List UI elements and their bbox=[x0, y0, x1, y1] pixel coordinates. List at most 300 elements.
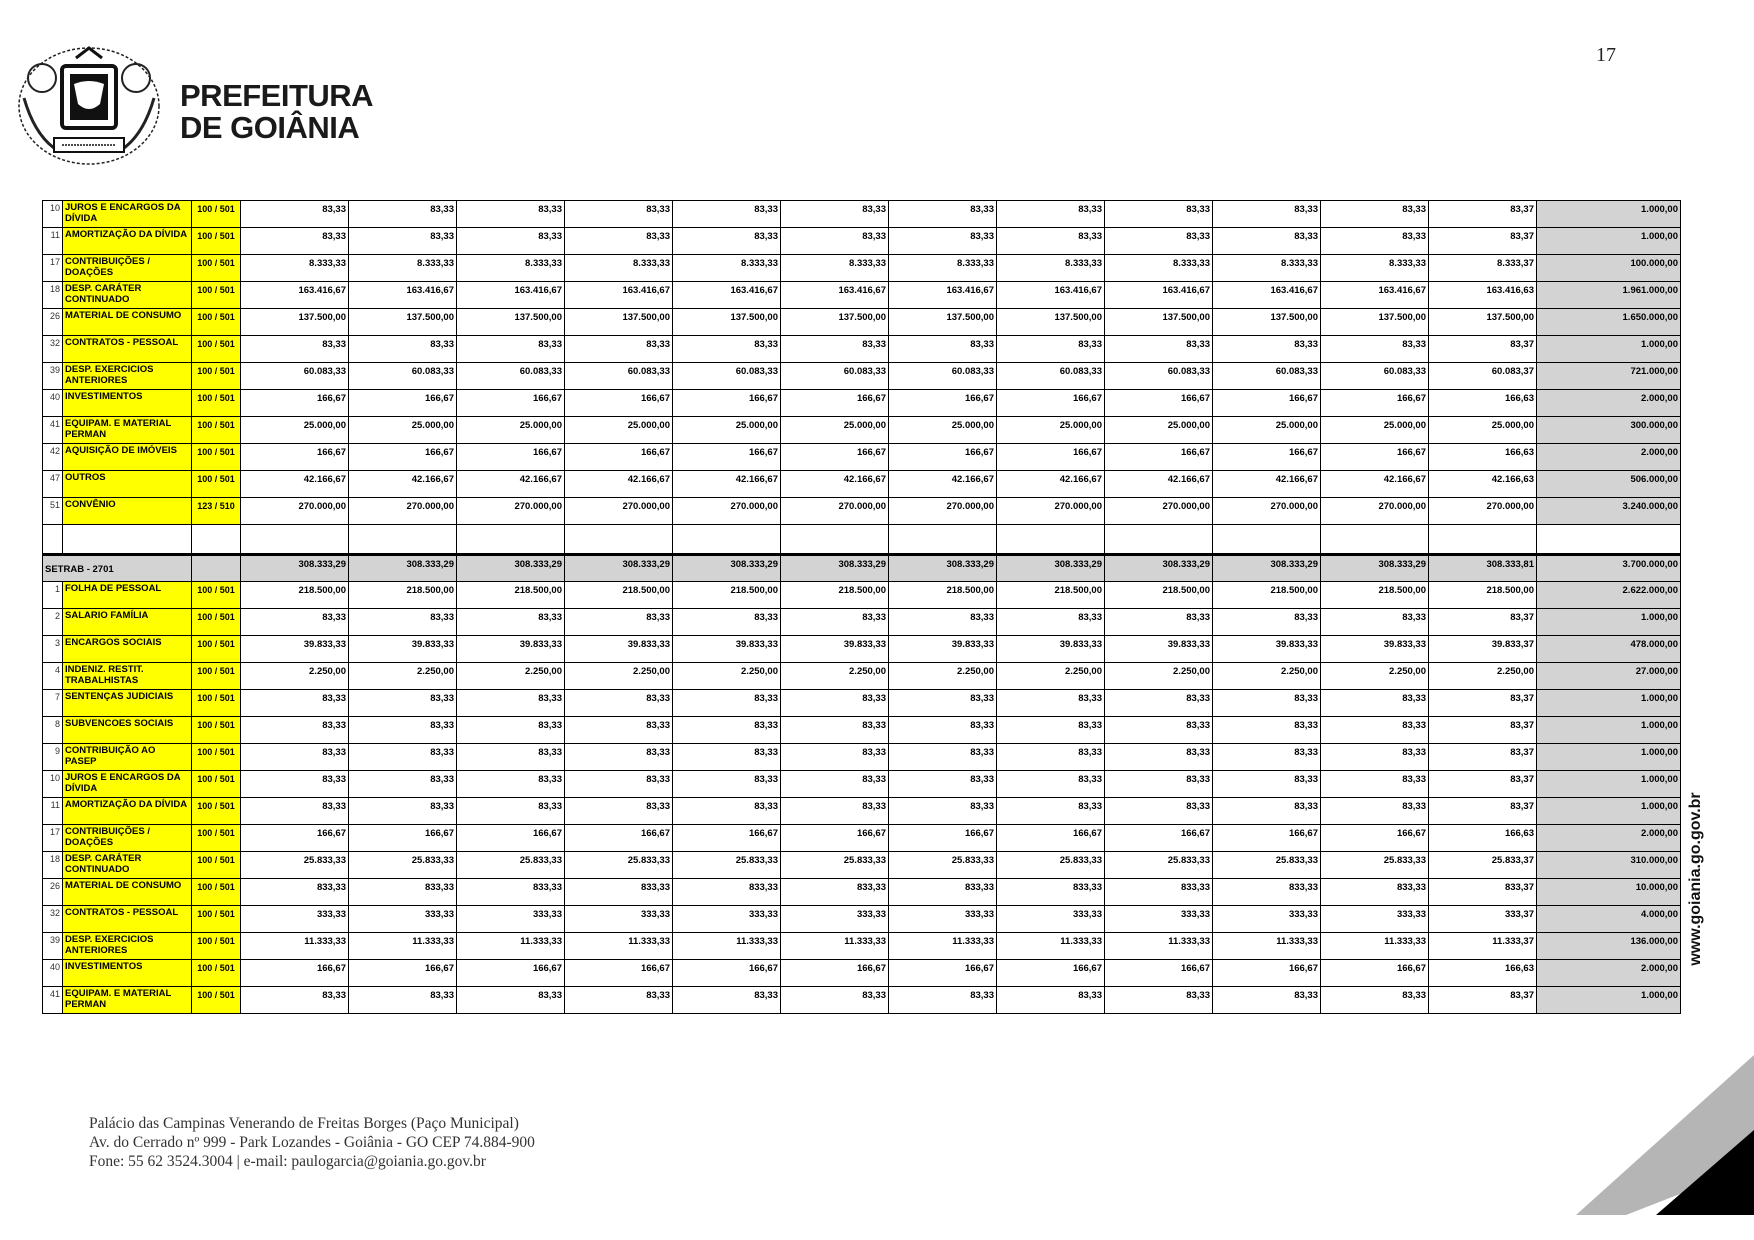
row-label: CONTRIBUIÇÃO AO PASEP bbox=[63, 744, 192, 771]
empty-cell bbox=[781, 525, 889, 555]
row-total: 1.000,00 bbox=[1537, 228, 1681, 255]
row-label: EQUIPAM. E MATERIAL PERMAN bbox=[63, 417, 192, 444]
month-value: 83,37 bbox=[1429, 771, 1537, 798]
month-value: 166,63 bbox=[1429, 444, 1537, 471]
row-code: 11 bbox=[43, 228, 63, 255]
month-value: 270.000,00 bbox=[889, 498, 997, 525]
month-value: 83,33 bbox=[349, 201, 457, 228]
month-value: 166,67 bbox=[565, 960, 673, 987]
month-value: 166,67 bbox=[241, 390, 349, 417]
month-value: 83,33 bbox=[997, 744, 1105, 771]
row-source: 100 / 501 bbox=[192, 636, 241, 663]
month-value: 60.083,37 bbox=[1429, 363, 1537, 390]
table-row bbox=[43, 852, 1681, 879]
month-value: 270.000,00 bbox=[673, 498, 781, 525]
month-value: 8.333,33 bbox=[1213, 255, 1321, 282]
month-value: 83,33 bbox=[997, 771, 1105, 798]
row-label: CONVÊNIO bbox=[63, 498, 192, 525]
month-value: 60.083,33 bbox=[1213, 363, 1321, 390]
month-value: 25.000,00 bbox=[781, 417, 889, 444]
month-value: 833,33 bbox=[1105, 879, 1213, 906]
section-month-value: 308.333,29 bbox=[457, 555, 565, 582]
month-value: 166,67 bbox=[1321, 960, 1429, 987]
month-value: 166,63 bbox=[1429, 960, 1537, 987]
row-total: 1.000,00 bbox=[1537, 336, 1681, 363]
row-total: 1.000,00 bbox=[1537, 717, 1681, 744]
month-value: 60.083,33 bbox=[889, 363, 997, 390]
month-value: 166,67 bbox=[889, 825, 997, 852]
month-value: 218.500,00 bbox=[241, 582, 349, 609]
month-value: 166,67 bbox=[997, 825, 1105, 852]
month-value: 83,33 bbox=[781, 609, 889, 636]
month-value: 218.500,00 bbox=[997, 582, 1105, 609]
row-source: 100 / 501 bbox=[192, 906, 241, 933]
month-value: 166,67 bbox=[1105, 960, 1213, 987]
row-source: 100 / 501 bbox=[192, 201, 241, 228]
empty-cell bbox=[673, 525, 781, 555]
month-value: 83,33 bbox=[1105, 336, 1213, 363]
month-value: 83,33 bbox=[997, 336, 1105, 363]
month-value: 11.333,33 bbox=[1105, 933, 1213, 960]
month-value: 39.833,33 bbox=[241, 636, 349, 663]
month-value: 83,33 bbox=[1213, 609, 1321, 636]
month-value: 166,67 bbox=[349, 960, 457, 987]
table-row bbox=[43, 933, 1681, 960]
month-value: 83,33 bbox=[349, 609, 457, 636]
row-total: 3.240.000,00 bbox=[1537, 498, 1681, 525]
month-value: 83,33 bbox=[889, 336, 997, 363]
month-value: 83,33 bbox=[241, 744, 349, 771]
footer-line-3: Fone: 55 62 3524.3004 | e-mail: paulogarcia@goiania.go.gov.br bbox=[89, 1153, 486, 1170]
row-total: 27.000,00 bbox=[1537, 663, 1681, 690]
month-value: 25.000,00 bbox=[1321, 417, 1429, 444]
month-value: 83,33 bbox=[1213, 201, 1321, 228]
month-value: 83,33 bbox=[457, 798, 565, 825]
row-label: SENTENÇAS JUDICIAIS bbox=[63, 690, 192, 717]
blank-row bbox=[43, 525, 1681, 555]
month-value: 39.833,33 bbox=[889, 636, 997, 663]
row-total: 478.000,00 bbox=[1537, 636, 1681, 663]
row-code: 17 bbox=[43, 255, 63, 282]
month-value: 83,33 bbox=[997, 609, 1105, 636]
row-code: 40 bbox=[43, 390, 63, 417]
month-value: 83,33 bbox=[1321, 690, 1429, 717]
month-value: 25.833,33 bbox=[781, 852, 889, 879]
month-value: 25.833,33 bbox=[1105, 852, 1213, 879]
row-code: 40 bbox=[43, 960, 63, 987]
month-value: 166,67 bbox=[1105, 390, 1213, 417]
row-code: 18 bbox=[43, 852, 63, 879]
month-value: 2.250,00 bbox=[1321, 663, 1429, 690]
month-value: 137.500,00 bbox=[673, 309, 781, 336]
row-label: CONTRATOS - PESSOAL bbox=[63, 336, 192, 363]
month-value: 166,67 bbox=[457, 444, 565, 471]
month-value: 163.416,67 bbox=[781, 282, 889, 309]
row-code: 2 bbox=[43, 609, 63, 636]
crest-icon bbox=[14, 38, 164, 168]
row-source: 100 / 501 bbox=[192, 228, 241, 255]
month-value: 83,33 bbox=[457, 336, 565, 363]
month-value: 8.333,33 bbox=[241, 255, 349, 282]
month-value: 83,33 bbox=[1105, 609, 1213, 636]
month-value: 83,33 bbox=[1105, 744, 1213, 771]
month-value: 83,33 bbox=[241, 717, 349, 744]
month-value: 83,33 bbox=[565, 798, 673, 825]
row-source: 100 / 501 bbox=[192, 609, 241, 636]
row-total: 721.000,00 bbox=[1537, 363, 1681, 390]
month-value: 83,33 bbox=[565, 717, 673, 744]
row-source: 100 / 501 bbox=[192, 798, 241, 825]
row-source: 100 / 501 bbox=[192, 582, 241, 609]
month-value: 83,33 bbox=[673, 201, 781, 228]
month-value: 83,33 bbox=[349, 336, 457, 363]
month-value: 83,33 bbox=[457, 609, 565, 636]
month-value: 83,33 bbox=[565, 744, 673, 771]
month-value: 83,33 bbox=[241, 987, 349, 1014]
month-value: 166,67 bbox=[241, 444, 349, 471]
month-value: 83,33 bbox=[1213, 798, 1321, 825]
month-value: 166,67 bbox=[1213, 825, 1321, 852]
row-total: 506.000,00 bbox=[1537, 471, 1681, 498]
month-value: 137.500,00 bbox=[565, 309, 673, 336]
row-source: 100 / 501 bbox=[192, 690, 241, 717]
month-value: 83,33 bbox=[1105, 771, 1213, 798]
month-value: 11.333,33 bbox=[1321, 933, 1429, 960]
row-total: 2.622.000,00 bbox=[1537, 582, 1681, 609]
row-total: 1.000,00 bbox=[1537, 744, 1681, 771]
month-value: 333,33 bbox=[565, 906, 673, 933]
month-value: 83,37 bbox=[1429, 690, 1537, 717]
row-source: 100 / 501 bbox=[192, 744, 241, 771]
month-value: 333,33 bbox=[997, 906, 1105, 933]
month-value: 11.333,33 bbox=[889, 933, 997, 960]
table-row bbox=[43, 336, 1681, 363]
month-value: 83,33 bbox=[241, 771, 349, 798]
month-value: 83,33 bbox=[1105, 690, 1213, 717]
row-source: 100 / 501 bbox=[192, 879, 241, 906]
month-value: 83,33 bbox=[781, 690, 889, 717]
month-value: 83,37 bbox=[1429, 987, 1537, 1014]
month-value: 333,33 bbox=[349, 906, 457, 933]
month-value: 833,33 bbox=[565, 879, 673, 906]
row-source: 100 / 501 bbox=[192, 771, 241, 798]
month-value: 166,67 bbox=[673, 825, 781, 852]
month-value: 39.833,33 bbox=[1105, 636, 1213, 663]
month-value: 83,37 bbox=[1429, 201, 1537, 228]
row-code: 51 bbox=[43, 498, 63, 525]
row-label: DESP. CARÁTER CONTINUADO bbox=[63, 282, 192, 309]
month-value: 163.416,67 bbox=[349, 282, 457, 309]
month-value: 333,33 bbox=[1213, 906, 1321, 933]
row-total: 2.000,00 bbox=[1537, 444, 1681, 471]
month-value: 39.833,37 bbox=[1429, 636, 1537, 663]
month-value: 83,33 bbox=[673, 771, 781, 798]
month-value: 42.166,67 bbox=[781, 471, 889, 498]
section-month-value: 308.333,29 bbox=[889, 555, 997, 582]
month-value: 166,67 bbox=[349, 390, 457, 417]
month-value: 11.333,33 bbox=[781, 933, 889, 960]
month-value: 83,33 bbox=[889, 228, 997, 255]
row-code: 41 bbox=[43, 987, 63, 1014]
row-label: SUBVENCOES SOCIAIS bbox=[63, 717, 192, 744]
row-label: OUTROS bbox=[63, 471, 192, 498]
month-value: 83,33 bbox=[565, 987, 673, 1014]
month-value: 2.250,00 bbox=[349, 663, 457, 690]
month-value: 83,33 bbox=[349, 690, 457, 717]
row-total: 100.000,00 bbox=[1537, 255, 1681, 282]
month-value: 42.166,67 bbox=[457, 471, 565, 498]
section-month-value: 308.333,29 bbox=[349, 555, 457, 582]
month-value: 270.000,00 bbox=[1105, 498, 1213, 525]
table-row bbox=[43, 390, 1681, 417]
footer-address bbox=[89, 1114, 535, 1171]
row-code: 3 bbox=[43, 636, 63, 663]
section-month-value: 308.333,29 bbox=[1213, 555, 1321, 582]
month-value: 83,33 bbox=[673, 717, 781, 744]
month-value: 83,33 bbox=[241, 609, 349, 636]
month-value: 8.333,33 bbox=[1321, 255, 1429, 282]
month-value: 83,33 bbox=[241, 228, 349, 255]
month-value: 166,67 bbox=[673, 444, 781, 471]
month-value: 333,33 bbox=[241, 906, 349, 933]
table-row bbox=[43, 771, 1681, 798]
month-value: 83,33 bbox=[1213, 744, 1321, 771]
month-value: 137.500,00 bbox=[1213, 309, 1321, 336]
month-value: 833,37 bbox=[1429, 879, 1537, 906]
month-value: 25.000,00 bbox=[457, 417, 565, 444]
row-label: FOLHA DE PESSOAL bbox=[63, 582, 192, 609]
table-row bbox=[43, 417, 1681, 444]
month-value: 333,33 bbox=[457, 906, 565, 933]
month-value: 166,67 bbox=[889, 390, 997, 417]
month-value: 83,33 bbox=[673, 609, 781, 636]
empty-cell bbox=[1429, 525, 1537, 555]
brand-line-1: PREFEITURA bbox=[180, 78, 374, 113]
month-value: 2.250,00 bbox=[1429, 663, 1537, 690]
month-value: 83,33 bbox=[781, 717, 889, 744]
month-value: 83,33 bbox=[997, 987, 1105, 1014]
month-value: 83,33 bbox=[1321, 987, 1429, 1014]
month-value: 163.416,67 bbox=[1213, 282, 1321, 309]
month-value: 25.833,33 bbox=[889, 852, 997, 879]
month-value: 83,33 bbox=[1213, 228, 1321, 255]
month-value: 83,33 bbox=[673, 798, 781, 825]
month-value: 163.416,63 bbox=[1429, 282, 1537, 309]
month-value: 39.833,33 bbox=[1321, 636, 1429, 663]
month-value: 163.416,67 bbox=[889, 282, 997, 309]
month-value: 83,33 bbox=[1321, 798, 1429, 825]
row-source: 100 / 501 bbox=[192, 852, 241, 879]
month-value: 163.416,67 bbox=[565, 282, 673, 309]
month-value: 60.083,33 bbox=[997, 363, 1105, 390]
month-value: 166,67 bbox=[1213, 444, 1321, 471]
table-row bbox=[43, 744, 1681, 771]
month-value: 166,67 bbox=[1213, 390, 1321, 417]
row-source: 100 / 501 bbox=[192, 471, 241, 498]
empty-cell bbox=[457, 525, 565, 555]
row-source: 100 / 501 bbox=[192, 987, 241, 1014]
row-total: 300.000,00 bbox=[1537, 417, 1681, 444]
table-row bbox=[43, 255, 1681, 282]
row-label: DESP. EXERCICIOS ANTERIORES bbox=[63, 363, 192, 390]
month-value: 42.166,67 bbox=[1213, 471, 1321, 498]
month-value: 83,33 bbox=[349, 987, 457, 1014]
month-value: 163.416,67 bbox=[673, 282, 781, 309]
month-value: 166,67 bbox=[241, 825, 349, 852]
month-value: 166,67 bbox=[241, 960, 349, 987]
month-value: 166,67 bbox=[781, 825, 889, 852]
row-label: CONTRIBUIÇÕES / DOAÇÕES bbox=[63, 255, 192, 282]
row-code: 9 bbox=[43, 744, 63, 771]
month-value: 25.833,37 bbox=[1429, 852, 1537, 879]
table-row bbox=[43, 471, 1681, 498]
month-value: 8.333,33 bbox=[997, 255, 1105, 282]
empty-cell bbox=[241, 525, 349, 555]
row-code: 10 bbox=[43, 771, 63, 798]
month-value: 83,33 bbox=[1321, 771, 1429, 798]
month-value: 11.333,33 bbox=[457, 933, 565, 960]
row-label: DESP. CARÁTER CONTINUADO bbox=[63, 852, 192, 879]
month-value: 333,33 bbox=[781, 906, 889, 933]
month-value: 218.500,00 bbox=[781, 582, 889, 609]
row-code: 32 bbox=[43, 336, 63, 363]
month-value: 270.000,00 bbox=[241, 498, 349, 525]
month-value: 39.833,33 bbox=[565, 636, 673, 663]
month-value: 83,37 bbox=[1429, 798, 1537, 825]
month-value: 83,33 bbox=[565, 336, 673, 363]
month-value: 270.000,00 bbox=[1429, 498, 1537, 525]
month-value: 25.833,33 bbox=[457, 852, 565, 879]
month-value: 83,33 bbox=[565, 690, 673, 717]
month-value: 2.250,00 bbox=[997, 663, 1105, 690]
month-value: 83,33 bbox=[565, 771, 673, 798]
row-label: JUROS E ENCARGOS DA DÍVIDA bbox=[63, 771, 192, 798]
table-row bbox=[43, 228, 1681, 255]
row-total: 2.000,00 bbox=[1537, 960, 1681, 987]
month-value: 137.500,00 bbox=[997, 309, 1105, 336]
row-label: JUROS E ENCARGOS DA DÍVIDA bbox=[63, 201, 192, 228]
month-value: 83,33 bbox=[997, 201, 1105, 228]
month-value: 39.833,33 bbox=[1213, 636, 1321, 663]
table-row bbox=[43, 498, 1681, 525]
row-label: INVESTIMENTOS bbox=[63, 390, 192, 417]
table-row bbox=[43, 282, 1681, 309]
month-value: 83,33 bbox=[457, 717, 565, 744]
month-value: 137.500,00 bbox=[781, 309, 889, 336]
month-value: 60.083,33 bbox=[565, 363, 673, 390]
row-code: 26 bbox=[43, 879, 63, 906]
row-total: 1.000,00 bbox=[1537, 201, 1681, 228]
row-code: 10 bbox=[43, 201, 63, 228]
month-value: 137.500,00 bbox=[457, 309, 565, 336]
month-value: 83,33 bbox=[1105, 717, 1213, 744]
month-value: 83,33 bbox=[1321, 744, 1429, 771]
row-label: INDENIZ. RESTIT. TRABALHISTAS bbox=[63, 663, 192, 690]
row-code: 39 bbox=[43, 363, 63, 390]
row-code: 1 bbox=[43, 582, 63, 609]
month-value: 11.333,33 bbox=[673, 933, 781, 960]
footer-line-2: Av. do Cerrado nº 999 - Park Lozandes - Goiânia - GO CEP 74.884-900 bbox=[89, 1134, 535, 1151]
month-value: 83,33 bbox=[457, 744, 565, 771]
month-value: 833,33 bbox=[1213, 879, 1321, 906]
month-value: 25.000,00 bbox=[889, 417, 997, 444]
row-source: 100 / 501 bbox=[192, 336, 241, 363]
month-value: 39.833,33 bbox=[673, 636, 781, 663]
month-value: 166,67 bbox=[1105, 825, 1213, 852]
table-row bbox=[43, 906, 1681, 933]
month-value: 83,33 bbox=[781, 228, 889, 255]
month-value: 83,33 bbox=[1321, 201, 1429, 228]
row-total: 10.000,00 bbox=[1537, 879, 1681, 906]
month-value: 83,37 bbox=[1429, 609, 1537, 636]
month-value: 166,67 bbox=[889, 444, 997, 471]
month-value: 833,33 bbox=[349, 879, 457, 906]
month-value: 8.333,33 bbox=[1105, 255, 1213, 282]
month-value: 60.083,33 bbox=[1105, 363, 1213, 390]
month-value: 166,67 bbox=[781, 444, 889, 471]
row-source: 100 / 501 bbox=[192, 309, 241, 336]
row-source: 100 / 501 bbox=[192, 255, 241, 282]
month-value: 25.000,00 bbox=[241, 417, 349, 444]
month-value: 25.000,00 bbox=[1429, 417, 1537, 444]
section-month-value: 308.333,29 bbox=[997, 555, 1105, 582]
row-label: ENCARGOS SOCIAIS bbox=[63, 636, 192, 663]
row-source: 100 / 501 bbox=[192, 933, 241, 960]
table-row bbox=[43, 798, 1681, 825]
month-value: 83,33 bbox=[1321, 609, 1429, 636]
row-label: EQUIPAM. E MATERIAL PERMAN bbox=[63, 987, 192, 1014]
month-value: 163.416,67 bbox=[997, 282, 1105, 309]
section-name: SETRAB - 2701 bbox=[43, 555, 192, 582]
month-value: 83,33 bbox=[565, 201, 673, 228]
month-value: 2.250,00 bbox=[889, 663, 997, 690]
month-value: 83,33 bbox=[565, 609, 673, 636]
month-value: 137.500,00 bbox=[241, 309, 349, 336]
row-code: 8 bbox=[43, 717, 63, 744]
month-value: 8.333,37 bbox=[1429, 255, 1537, 282]
month-value: 60.083,33 bbox=[673, 363, 781, 390]
month-value: 25.833,33 bbox=[673, 852, 781, 879]
month-value: 218.500,00 bbox=[673, 582, 781, 609]
month-value: 163.416,67 bbox=[1321, 282, 1429, 309]
section-month-value: 308.333,29 bbox=[673, 555, 781, 582]
month-value: 83,33 bbox=[997, 228, 1105, 255]
empty-cell bbox=[565, 525, 673, 555]
row-total: 2.000,00 bbox=[1537, 390, 1681, 417]
empty-cell bbox=[192, 525, 241, 555]
month-value: 270.000,00 bbox=[1213, 498, 1321, 525]
row-total: 1.000,00 bbox=[1537, 690, 1681, 717]
month-value: 25.000,00 bbox=[349, 417, 457, 444]
month-value: 42.166,67 bbox=[241, 471, 349, 498]
month-value: 83,33 bbox=[997, 798, 1105, 825]
month-value: 270.000,00 bbox=[1321, 498, 1429, 525]
month-value: 83,33 bbox=[673, 336, 781, 363]
month-value: 333,33 bbox=[1105, 906, 1213, 933]
month-value: 39.833,33 bbox=[781, 636, 889, 663]
month-value: 166,63 bbox=[1429, 390, 1537, 417]
month-value: 137.500,00 bbox=[1321, 309, 1429, 336]
month-value: 83,33 bbox=[349, 798, 457, 825]
empty-cell bbox=[997, 525, 1105, 555]
website-url: www.goiania.go.gov.br bbox=[1687, 792, 1704, 966]
row-label: SALARIO FAMÍLIA bbox=[63, 609, 192, 636]
row-code: 7 bbox=[43, 690, 63, 717]
month-value: 166,67 bbox=[781, 960, 889, 987]
month-value: 270.000,00 bbox=[997, 498, 1105, 525]
month-value: 166,67 bbox=[457, 825, 565, 852]
row-total: 1.000,00 bbox=[1537, 987, 1681, 1014]
